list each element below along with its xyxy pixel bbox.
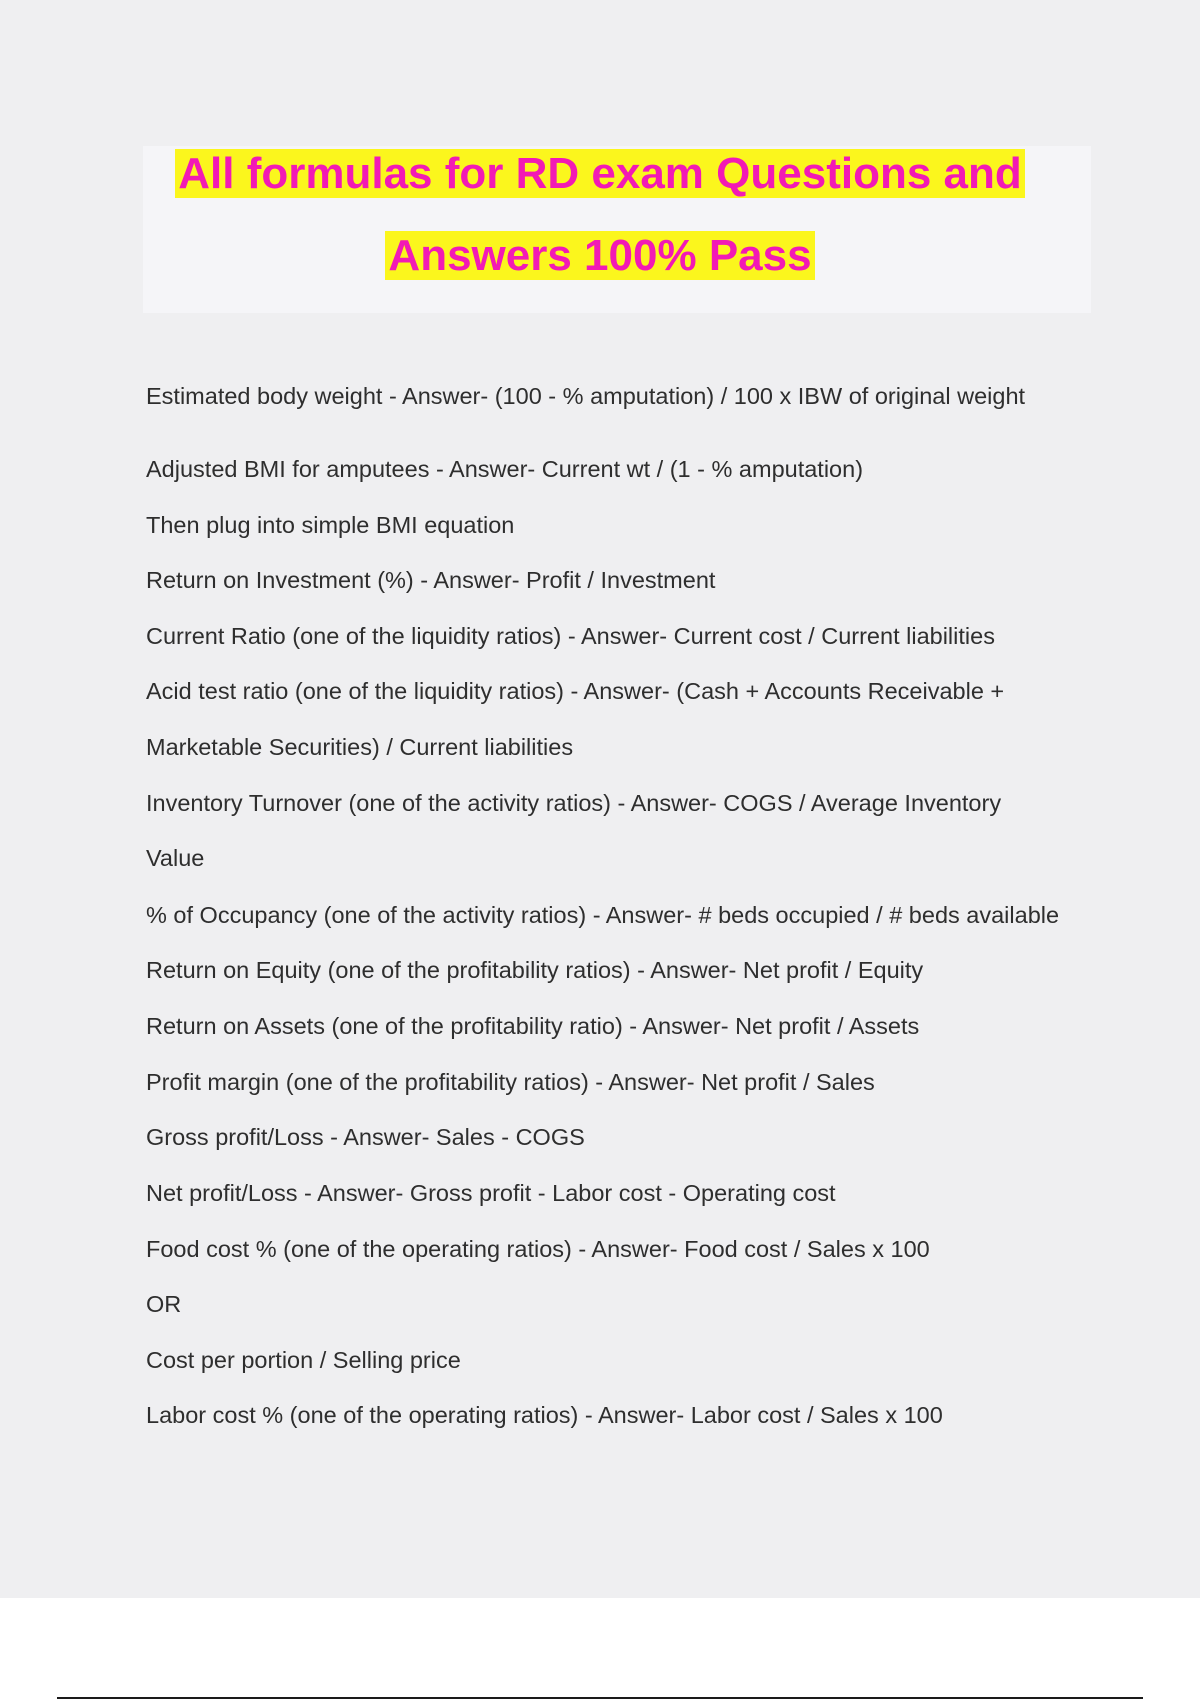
text-line: Cost per portion / Selling price bbox=[146, 1347, 461, 1373]
text-line: Labor cost % (one of the operating ratios) - Answer- Labor cost / Sales x 100 bbox=[146, 1402, 943, 1428]
text-line: Food cost % (one of the operating ratios) - Answer- Food cost / Sales x 100 bbox=[146, 1236, 930, 1262]
title-highlight-1: All formulas for RD exam Questions and bbox=[175, 149, 1025, 198]
text-line: Value bbox=[146, 845, 205, 871]
document-title-line-2 bbox=[0, 230, 1200, 282]
text-line: Adjusted BMI for amputees - Answer- Current wt / (1 - % amputation) bbox=[146, 456, 864, 482]
text-line: Marketable Securities) / Current liabilities bbox=[146, 734, 574, 760]
text-line: Inventory Turnover (one of the activity ratios) - Answer- COGS / Average Inventory bbox=[146, 790, 1002, 816]
text-line: Return on Equity (one of the profitability ratios) - Answer- Net profit / Equity bbox=[146, 957, 924, 983]
document-title-line-1 bbox=[0, 148, 1200, 200]
text-line: Gross profit/Loss - Answer- Sales - COGS bbox=[146, 1124, 585, 1150]
text-line: Return on Assets (one of the profitability ratio) - Answer- Net profit / Assets bbox=[146, 1013, 920, 1039]
text-line: Estimated body weight - Answer- (100 - % amputation) / 100 x IBW of original weight bbox=[146, 383, 1026, 409]
text-line: OR bbox=[146, 1291, 182, 1317]
text-line: Current Ratio (one of the liquidity ratios) - Answer- Current cost / Current liabilities bbox=[146, 623, 995, 649]
text-line: Profit margin (one of the profitability ratios) - Answer- Net profit / Sales bbox=[146, 1069, 875, 1095]
text-line: % of Occupancy (one of the activity ratios) - Answer- # beds occupied / # beds available bbox=[146, 902, 1060, 928]
text-line: Then plug into simple BMI equation bbox=[146, 512, 515, 538]
title-highlight-2: Answers 100% Pass bbox=[385, 231, 814, 280]
text-line: Acid test ratio (one of the liquidity ratios) - Answer- (Cash + Accounts Receivable + bbox=[146, 678, 1005, 704]
text-line: Return on Investment (%) - Answer- Profit / Investment bbox=[146, 567, 716, 593]
text-line: Net profit/Loss - Answer- Gross profit - Labor cost - Operating cost bbox=[146, 1180, 836, 1206]
footer-rule bbox=[57, 1697, 1143, 1699]
